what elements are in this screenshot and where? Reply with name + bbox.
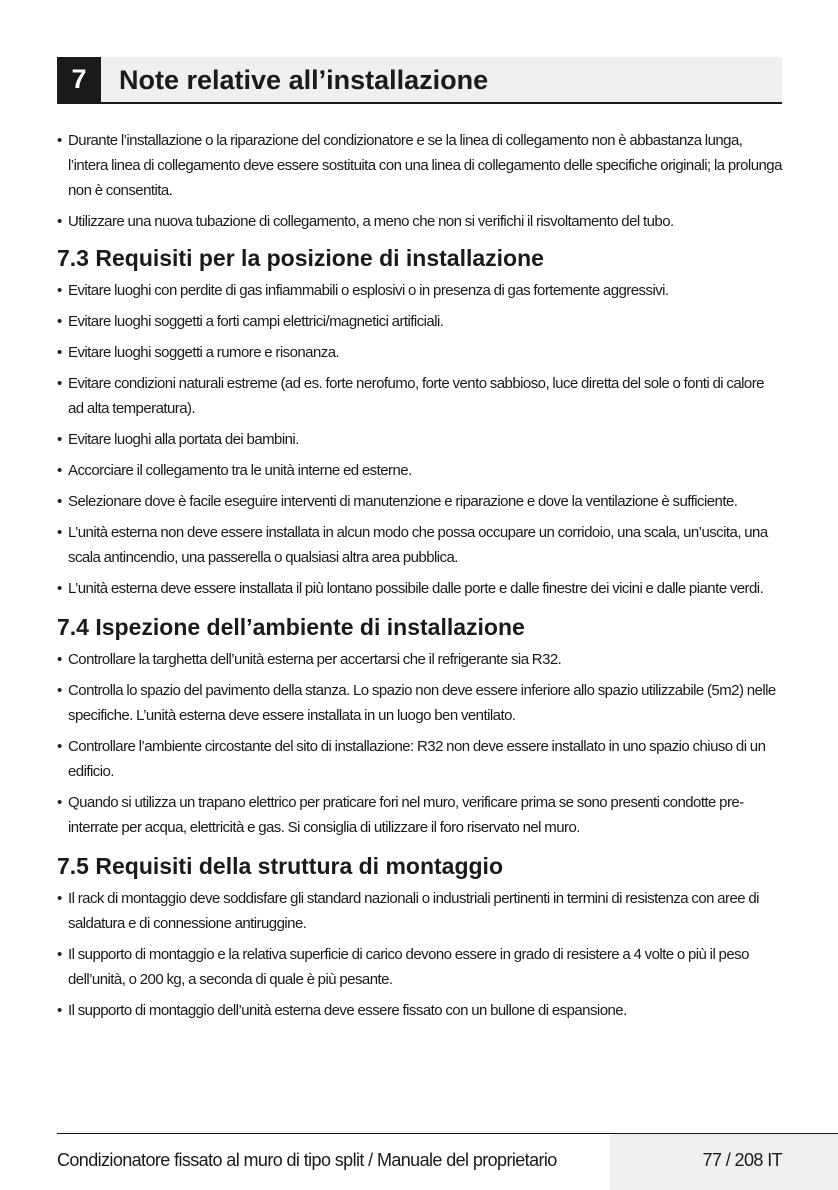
- bullet-item: • Evitare luoghi soggetti a rumore e risonanza.: [57, 340, 782, 365]
- section-title: 7.4 Ispezione dell’ambiente di installazione: [57, 614, 525, 640]
- bullet-item: • Il supporto di montaggio e la relativa superficie di carico devono essere in grado di resistere a 4 volte o più il peso dell’unità, o 200 kg, a seconda di quale è più pesante.: [57, 942, 782, 992]
- section-bullet-list: [57, 886, 782, 1023]
- bullet-item: • Controllare la targhetta dell’unità esterna per accertarsi che il refrigerante sia R32.: [57, 647, 782, 672]
- section-bullet-list: [57, 278, 782, 601]
- section-title: 7.3 Requisiti per la posizione di installazione: [57, 245, 544, 271]
- intro-bullet-list: [57, 128, 782, 234]
- bullet-item: • Durante l’installazione o la riparazione del condizionatore e se la linea di collegamento non è abbastanza lunga, l’intera linea di collegamento deve essere sostituita con una linea di collegamento delle specifiche originali; la prolunga non è consentita.: [57, 128, 782, 203]
- bullet-item: • Evitare condizioni naturali estreme (ad es. forte nerofumo, forte vento sabbioso, luce diretta del sole o fonti di calore ad alta temperatura).: [57, 371, 782, 421]
- bullet-item: • Il supporto di montaggio dell’unità esterna deve essere fissato con un bullone di espansione.: [57, 998, 782, 1023]
- bullet-item: • L’unità esterna deve essere installata il più lontano possibile dalle porte e dalle finestre dei vicini e dalle piante verdi.: [57, 576, 782, 601]
- bullet-item: • Il rack di montaggio deve soddisfare gli standard nazionali o industriali pertinenti in termini di resistenza con aree di saldatura e di connessione antiruggine.: [57, 886, 782, 936]
- section-title: 7.5 Requisiti della struttura di montaggio: [57, 853, 503, 879]
- bullet-item: • Quando si utilizza un trapano elettrico per praticare fori nel muro, verificare prima se sono presenti condotte pre-interrate per acqua, elettricità e gas. Si consiglia di utilizzare il foro riservato nel muro.: [57, 790, 782, 840]
- bullet-item: • Evitare luoghi soggetti a forti campi elettrici/magnetici artificiali.: [57, 309, 782, 334]
- chapter-header: [57, 57, 782, 104]
- bullet-item: • Controllare l’ambiente circostante del sito di installazione: R32 non deve essere installato in uno spazio chiuso di un edificio.: [57, 734, 782, 784]
- page-number: 77 / 208 IT: [702, 1150, 782, 1170]
- chapter-number: 7: [57, 57, 101, 102]
- bullet-item: • L’unità esterna non deve essere installata in alcun modo che possa occupare un corridoio, una scala, un’uscita, una scala antincendio, una passerella o qualsiasi altra area pubblica.: [57, 520, 782, 570]
- chapter-title: Note relative all’installazione: [119, 65, 489, 95]
- section-bullet-list: [57, 647, 782, 840]
- bullet-item: • Utilizzare una nuova tubazione di collegamento, a meno che non si verifichi il risvoltamento del tubo.: [57, 209, 782, 234]
- bullet-item: • Accorciare il collegamento tra le unità interne ed esterne.: [57, 458, 782, 483]
- bullet-item: • Selezionare dove è facile eseguire interventi di manutenzione e riparazione e dove la ventilazione è sufficiente.: [57, 489, 782, 514]
- page-content: [57, 128, 782, 1029]
- bullet-item: • Evitare luoghi con perdite di gas infiammabili o esplosivi o in presenza di gas fortemente aggressivi.: [57, 278, 782, 303]
- bullet-item: • Evitare luoghi alla portata dei bambini.: [57, 427, 782, 452]
- bullet-item: • Controlla lo spazio del pavimento della stanza. Lo spazio non deve essere inferiore allo spazio utilizzabile (5m2) nelle specifiche. L’unità esterna deve essere installata in un luogo ben ventilato.: [57, 678, 782, 728]
- footer-manual-title: Condizionatore fissato al muro di tipo split / Manuale del proprietario: [57, 1150, 557, 1170]
